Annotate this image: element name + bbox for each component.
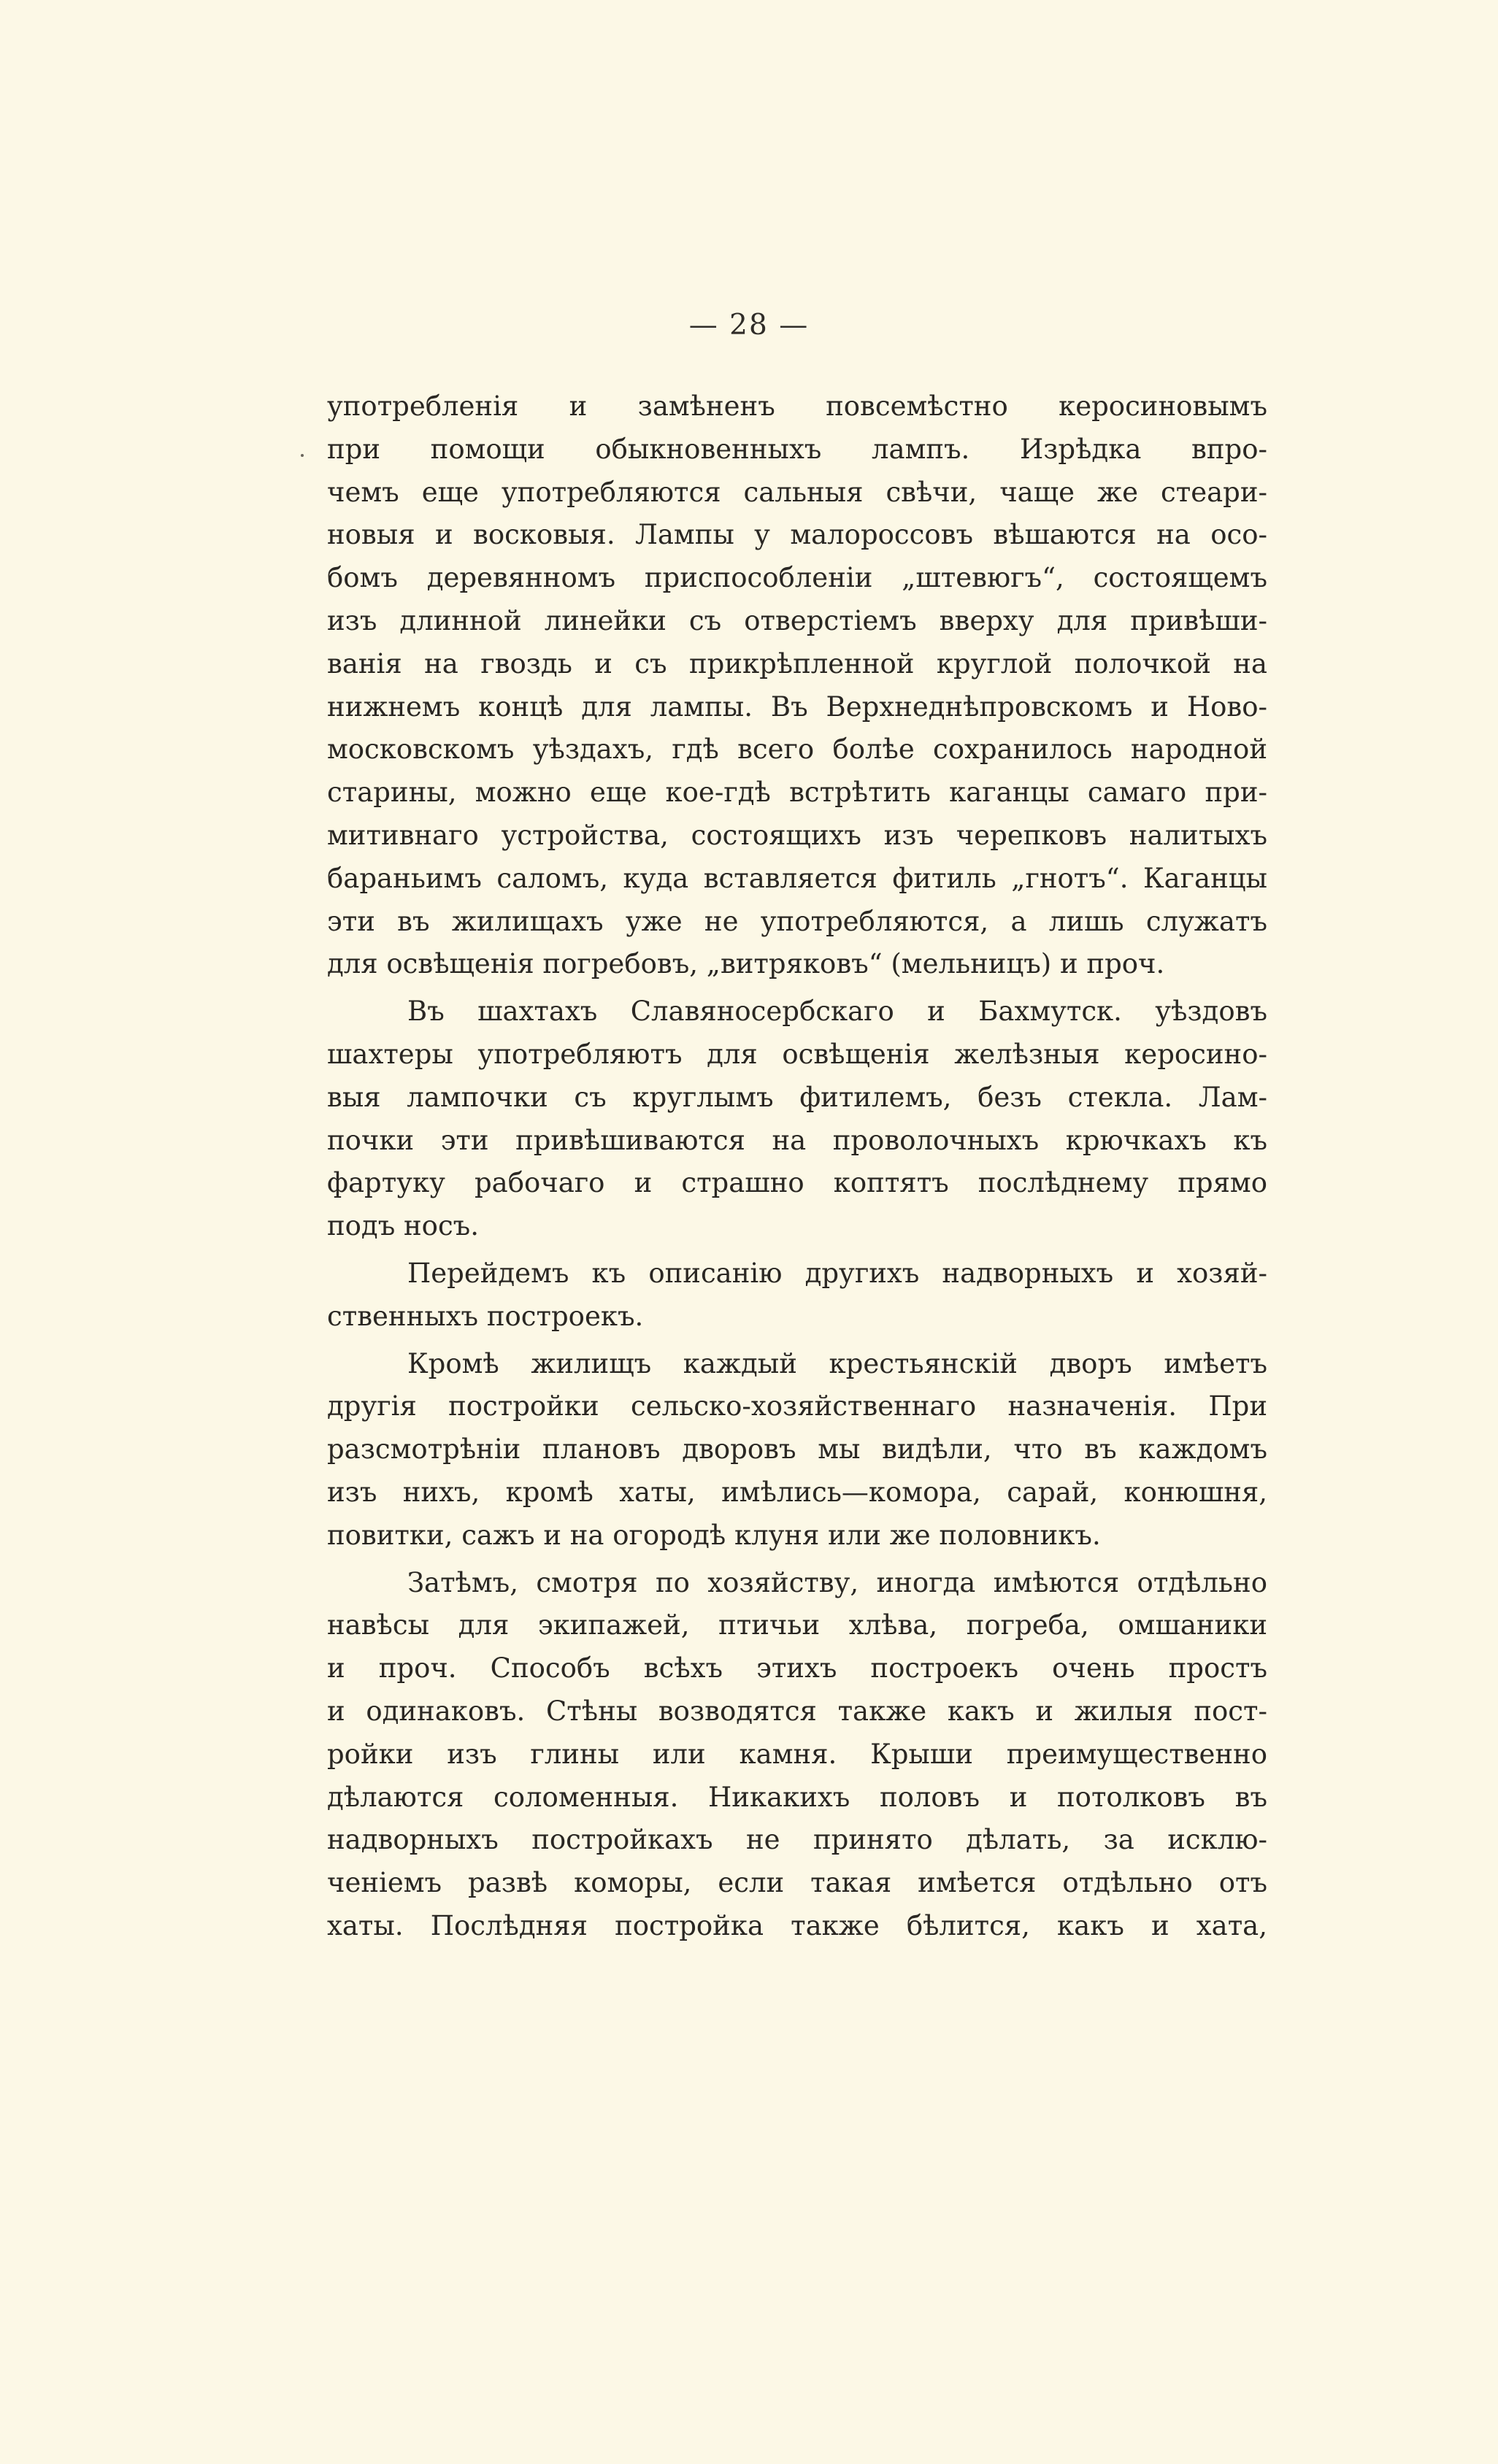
text-line: почки эти привѣшиваются на проволочныхъ крючкахъ къ (327, 1124, 1267, 1156)
text-line: бомъ деревянномъ приспособленіи „штевюгъ“, состоящемъ (327, 562, 1267, 594)
text-line: повитки, сажъ и на огородѣ клуня или же половникъ. (327, 1519, 1101, 1551)
text-line: ственныхъ построекъ. (327, 1300, 644, 1332)
body-text (327, 385, 1267, 1948)
margin-mark (301, 454, 304, 457)
text-line: употребленія и замѣненъ повсемѣстно керосиновымъ (327, 390, 1267, 422)
text-line: и одинаковъ. Стѣны возводятся также какъ и жилыя пост- (327, 1695, 1267, 1727)
text-line: разсмотрѣніи плановъ дворовъ мы видѣли, что въ каждомъ (327, 1433, 1267, 1466)
text-line: эти въ жилищахъ уже не употребляются, а лишь служатъ (327, 905, 1267, 937)
text-line: изъ длинной линейки съ отверстіемъ вверху для привѣши- (327, 604, 1267, 636)
text-line: и проч. Способъ всѣхъ этихъ построекъ очень простъ (327, 1652, 1267, 1685)
text-line: ванія на гвоздь и съ прикрѣпленной круглой полочкой на (327, 647, 1267, 679)
paragraph-transition (327, 1252, 1267, 1339)
page-number: — 28 — (688, 309, 810, 342)
text-line: митивнаго устройства, состоящихъ изъ черепковъ налитыхъ (327, 819, 1267, 851)
text-line: изъ нихъ, кромѣ хаты, имѣлись—комора, сарай, конюшня, (327, 1476, 1267, 1508)
text-line: подъ носъ. (327, 1210, 479, 1242)
text-line: Затѣмъ, смотря по хозяйству, иногда имѣются отдѣльно (407, 1566, 1267, 1598)
text-line: хаты. Послѣдняя постройка также бѣлится, какъ и хата, (327, 1909, 1267, 1941)
text-line: другія постройки сельско-хозяйственнаго назначенія. При (327, 1390, 1267, 1422)
paragraph-miners-lamps (327, 990, 1267, 1248)
text-line: ченіемъ развѣ коморы, если такая имѣется отдѣльно отъ (327, 1867, 1267, 1899)
paragraph-construction (327, 1562, 1267, 1948)
paragraph-yard-buildings (327, 1343, 1267, 1558)
text-line: Въ шахтахъ Славяносербскаго и Бахмутск. уѣздовъ (407, 996, 1267, 1028)
text-line: старины, можно еще кое-гдѣ встрѣтить каганцы самаго при- (327, 777, 1267, 809)
text-line: бараньимъ саломъ, куда вставляется фитиль „гнотъ“. Каганцы (327, 862, 1267, 894)
text-line: чемъ еще употребляются сальныя свѣчи, чаще же стеари- (327, 476, 1267, 508)
text-line: навѣсы для экипажей, птичьи хлѣва, погреба, омшаники (327, 1609, 1267, 1641)
text-line: дѣлаются соломенныя. Никакихъ половъ и потолковъ въ (327, 1781, 1267, 1813)
text-line: ройки изъ глины или камня. Крыши преимущественно (327, 1738, 1267, 1770)
text-line: московскомъ уѣздахъ, гдѣ всего болѣе сохранилось народной (327, 734, 1267, 766)
text-line: выя лампочки съ круглымъ фитилемъ, безъ стекла. Лам- (327, 1081, 1267, 1113)
text-line: Кромѣ жилищъ каждый крестьянскій дворъ имѣетъ (407, 1347, 1267, 1379)
text-line: Перейдемъ къ описанію другихъ надворныхъ и хозяй- (407, 1257, 1267, 1289)
text-line: шахтеры употребляютъ для освѣщенія желѣзныя керосино- (327, 1038, 1267, 1070)
paragraph-lighting-lamps (327, 385, 1267, 986)
text-line: для освѣщенія погребовъ, „витряковъ“ (мельницъ) и проч. (327, 948, 1165, 980)
text-line: новыя и восковыя. Лампы у малороссовъ вѣшаются на осо- (327, 519, 1267, 551)
text-line: при помощи обыкновенныхъ лампъ. Изрѣдка впро- (327, 433, 1267, 465)
text-line: нижнемъ концѣ для лампы. Въ Верхнеднѣпровскомъ и Ново- (327, 690, 1267, 723)
text-line: фартуку рабочаго и страшно коптятъ послѣднему прямо (327, 1167, 1267, 1199)
text-line: надворныхъ постройкахъ не принято дѣлать, за исклю- (327, 1824, 1267, 1856)
